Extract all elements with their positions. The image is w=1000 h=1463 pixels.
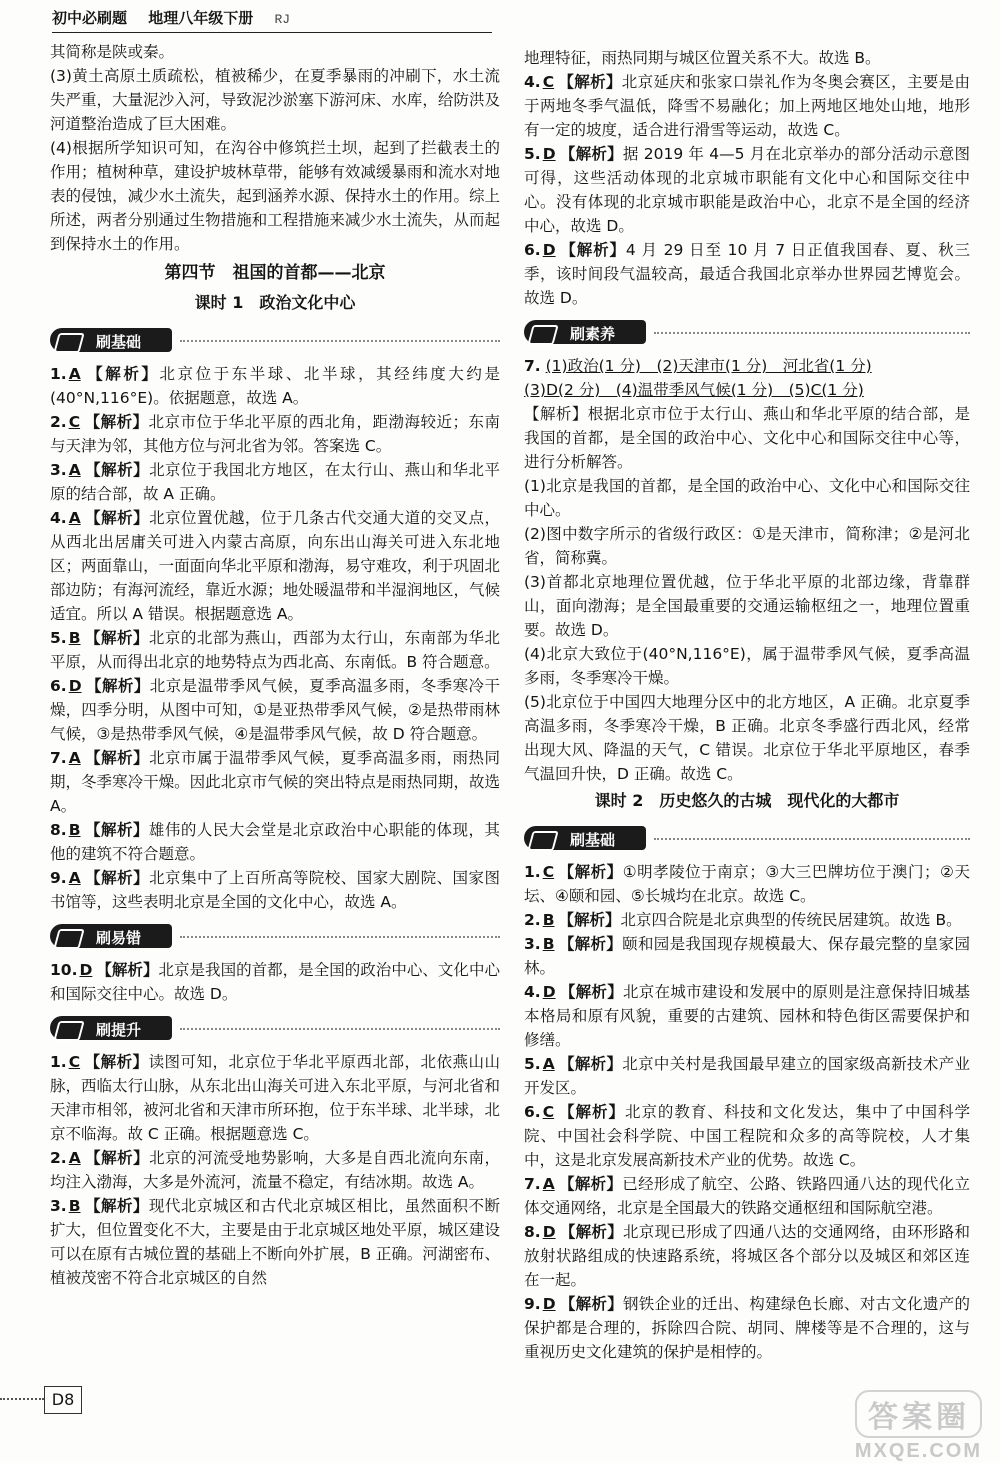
intro-paragraph: 其简称是陕或秦。 [50,43,175,61]
analysis-text: 4 月 29 日至 10 月 7 日正值我国春、夏、秋三季，该时间段气温较高，最适合我国北京举办世界园艺博览会。故选 D。 [524,241,970,307]
question-item [50,1146,500,1194]
question-number: 8. [524,1223,541,1241]
analysis-text: 北京中关村是我国最早建立的国家级高新技术产业开发区。 [524,1055,970,1097]
analysis-tag: 【解析】 [84,509,150,527]
question-number: 7. [50,749,67,767]
question-number: 1. [50,1053,67,1071]
book-subject: 地理八年级下册 [148,9,254,27]
banner-label: 刷易错 [96,929,142,947]
analysis-text: 钢铁企业的迁出、构建绿色长廊、对古文化遗产的保护都是合理的，拆除四合院、胡同、牌楼等是不合理的，这与重视历史文化建筑的保护是相悖的。 [524,1295,970,1361]
analysis-tag: 【解析】 [84,629,149,647]
analysis-text: 北京的北部为燕山，西部为太行山，东南部为华北平原，从而得出北京的地势特点为西北高、东南低。B 符合题意。 [50,629,500,671]
banner-badge [524,826,646,850]
dotted-divider [180,340,500,342]
question-item [524,70,970,142]
q7-analysis: (5)北京位于中国四大地理分区中的北方地区，A 正确。北京夏季高温多雨，冬季寒冷干燥，B 正确。北京冬季盛行西北风，经常出现大风、降温的天气，C 错误。北京位于华北平原地区，春季气温回升快，D 正确。故选 C。 [524,693,970,783]
answer-letter: B [68,1197,81,1215]
question-list-advance-cont [524,70,970,310]
question-number: 7. [524,357,541,375]
banner-badge [524,320,646,344]
section-banner-basic [524,824,970,854]
analysis-tag: 【解析】 [558,1175,623,1193]
watermark-url: MXQE.COM [854,1440,982,1462]
analysis-tag: 【解析】 [96,961,159,979]
question-item [524,1172,970,1220]
analysis-tag: 【解析】 [84,1197,149,1215]
question-number: 5. [50,629,67,647]
analysis-text: 北京是我国的首都，是全国的政治中心、文化中心和国际交往中心。故选 D。 [50,961,500,1003]
question-number: 2. [50,413,67,431]
analysis-tag: 【解析】 [84,461,150,479]
answer-letter: C [542,73,555,91]
question-item [50,626,500,674]
q7-analysis: (3)首都北京地理位置优越，位于华北平原的北部边缘，背靠群山，面向渤海；是全国最重要的交通运输枢纽之一，地理位置重要。故选 D。 [524,573,970,639]
q7-answers-line2 [524,378,970,402]
analysis-text: 北京的教育、科技和文化发达，集中了中国科学院、中国社会科学院、中国工程院和众多的高等院校，人才集中，这是北京发展高新技术产业的优势。故选 C。 [524,1103,970,1169]
question-number: 2. [50,1149,67,1167]
answer-letter: C [542,863,555,881]
left-column [50,40,500,1290]
analysis-tag: 【解析】 [84,821,149,839]
banner-badge [50,1016,172,1040]
question-number: 2. [524,911,541,929]
question-number: 4. [524,73,541,91]
analysis-text: 北京市属于温带季风气候，夏季高温多雨，雨热同期，冬季寒冷干燥。因此北京市气候的突出特点是雨热同期，故选 A。 [50,749,500,815]
section-banner-error [50,922,500,952]
banner-badge [50,924,172,948]
question-number: 1. [524,863,541,881]
intro-paragraph: (4)根据所学知识可知，在沟谷中修筑拦土坝，起到了拦截表土的作用；植树种草，建设护坡林草带，能够有效减缓暴雨和流水对地表的侵蚀，减少水土流失，起到涵养水源、保持水土的作用。综上所述，两者分别通过生物措施和工程措施来减少水土流失，从而起到保持水土的作用。 [50,139,500,253]
analysis-tag: 【解析】 [558,863,623,881]
analysis-text: ①明孝陵位于南京；③大三巴牌坊位于澳门；②天坛、④颐和园、⑤长城均在北京。故选 C。 [524,863,970,905]
answer-letter: A [542,1055,555,1073]
answer-letter: B [542,911,555,929]
question-number: 3. [524,935,541,953]
answer-letter: A [68,749,81,767]
answer-letter: D [542,983,556,1001]
answer-letter: A [542,1175,555,1193]
question-number: 3. [50,461,67,479]
intro-paragraph: (3)黄土高原土质疏松，植被稀少，在夏季暴雨的冲刷下，水土流失严重，大量泥沙入河，导致泥沙淤塞下游河床、水库，给防洪及河道整治造成了巨大困难。 [50,67,500,133]
analysis-tag: 【解析】 [558,1103,625,1121]
analysis-text: 北京集中了上百所高等院校、国家大剧院、国家图书馆等，这些表明北京是全国的文化中心，故选 A。 [50,869,500,911]
question-item [524,932,970,980]
question-item [50,458,500,506]
banner-label: 刷基础 [570,831,616,849]
question-item [524,1100,970,1172]
analysis-tag: 【解析】 [558,73,622,91]
analysis-tag: 【解析】 [558,935,623,953]
analysis-tag: 【解析】 [84,1149,150,1167]
dotted-divider [180,1028,500,1030]
book-icon [527,831,558,851]
question-item [50,362,500,410]
q7-analysis: 【解析】根据北京市位于太行山、燕山和华北平原的结合部，是我国的首都，是全国的政治中心、文化中心和国际交往中心等，进行分析解答。 [524,405,970,471]
book-series: 初中必刷题 [52,9,128,27]
question-list-basic-2 [524,860,970,1364]
question-item [50,1050,500,1146]
dotted-divider [654,332,970,334]
question-item [50,674,500,746]
question-item [524,142,970,238]
question-number: 8. [50,821,67,839]
question-number: 9. [524,1295,541,1313]
question-list-basic [50,362,500,914]
answer-letter: D [79,961,93,979]
analysis-text: 北京位于东半球、北半球，其经纬度大约是(40°N,116°E)。依据题意，故选 A。 [50,365,500,407]
page-header [52,6,492,33]
question-item [50,818,500,866]
lesson-title: 课时 1 政治文化中心 [194,293,356,312]
answer-letter: C [542,1103,555,1121]
analysis-text: 据 2019 年 4—5 月在北京举办的部分活动示意图可得，这些活动体现的北京城市职能有文化中心和国际交往中心。没有体现的北京城市职能是政治中心，北京不是全国的经济中心，故选 D。 [524,145,970,235]
question-item [524,238,970,310]
question-item [524,1052,970,1100]
analysis-text: 北京延庆和张家口崇礼作为冬奥会赛区，主要是由于两地冬季气温低，降雪不易融化；加上两地区地处山地，地形有一定的坡度，适合进行滑雪等运动，故选 C。 [524,73,970,139]
analysis-text: 北京位置优越，位于几条古代交通大道的交叉点，从西北出居庸关可进入内蒙古高原，向东出山海关可进入东北地区；两面靠山，一面面向华北平原和渤海，易守难攻，利于巩固北部边防；有海河流经，靠近水源；地处暖温带和半湿润地区，气候适宜。所以 A 错误。根据题意选 A。 [50,509,500,623]
analysis-tag: 【解析】 [84,365,160,383]
page-number-leader [0,1398,44,1400]
section-banner-literacy [524,318,970,348]
question-number: 4. [524,983,541,1001]
answer-letter: D [68,677,82,695]
analysis-tag: 【解析】 [559,241,626,259]
book-icon [53,1021,84,1041]
book-icon [53,333,84,353]
question-item [524,860,970,908]
banner-label: 刷素养 [570,325,616,343]
banner-badge [50,328,172,352]
question-list-error [50,958,500,1006]
question-number: 10. [50,961,78,979]
analysis-tag: 【解析】 [559,145,623,163]
analysis-text: 现代北京城区和古代北京城区相比，虽然面积不断扩大，但位置变化不大，主要是由于北京城区地处平原，城区建设可以在原有古城位置的基础上不断向外扩展，B 正确。河湖密布、植被茂密不符合北京城区的自然 [50,1197,500,1287]
answer-line: (1)政治(1 分) (2)天津市(1 分) 河北省(1 分) [545,357,872,375]
question-number: 3. [50,1197,67,1215]
section-banner-basic [50,326,500,356]
book-icon [527,325,558,345]
question-item [524,1292,970,1364]
analysis-tag: 【解析】 [559,983,623,1001]
section-title: 第四节 祖国的首都——北京 [164,263,386,283]
analysis-tag: 【解析】 [558,1055,623,1073]
question-number: 7. [524,1175,541,1193]
question-number: 5. [524,145,541,163]
answer-letter: B [542,935,555,953]
analysis-tag: 【解析】 [84,869,150,887]
analysis-tag: 【解析】 [558,911,621,929]
q7-answers-line1 [524,354,970,378]
book-edition: RJ [274,12,291,27]
question-item [524,1220,970,1292]
answer-letter: A [68,365,81,383]
book-icon [53,929,84,949]
q7-analysis: (4)北京大致位于(40°N,116°E)，属于温带季风气候，夏季高温多雨，冬季寒冷干燥。 [524,645,970,687]
continued-paragraph: 地理特征，雨热同期与城区位置关系不大。故选 B。 [524,49,881,67]
analysis-text: 北京位于我国北方地区，在太行山、燕山和华北平原的结合部，故 A 正确。 [50,461,500,503]
banner-label: 刷提升 [96,1021,142,1039]
analysis-text: 北京四合院是北京典型的传统民居建筑。故选 B。 [620,911,962,929]
question-number: 1. [50,365,67,383]
analysis-text: 已经形成了航空、公路、铁路四通八达的现代化立体交通网络，北京是全国最大的铁路交通枢纽和国际航空港。 [524,1175,970,1217]
analysis-tag: 【解析】 [84,749,150,767]
banner-label: 刷基础 [96,333,142,351]
question-number: 6. [524,1103,541,1121]
question-item [50,866,500,914]
watermark-text: 答案圈 [855,1390,982,1438]
answer-letter: D [542,1295,556,1313]
question-number: 9. [50,869,67,887]
question-7 [524,354,970,786]
analysis-tag: 【解析】 [84,413,149,431]
answer-letter: C [68,1053,81,1071]
question-item [50,506,500,626]
q7-analysis: (1)北京是我国的首都，是全国的政治中心、文化中心和国际交往中心。 [524,477,970,519]
q7-analysis: (2)图中数字所示的省级行政区：①是天津市，简称津；②是河北省，简称冀。 [524,525,970,567]
dotted-divider [654,838,970,840]
question-item [50,1194,500,1290]
section-banner-advance [50,1014,500,1044]
answer-letter: A [68,869,81,887]
answer-letter: B [68,629,81,647]
analysis-tag: 【解析】 [559,1295,623,1313]
answer-letter: B [68,821,81,839]
question-item [50,410,500,458]
answer-letter: D [542,145,556,163]
question-item [524,980,970,1052]
dotted-divider [180,936,500,938]
watermark-logo [855,1390,982,1463]
analysis-text: 颐和园是我国现存规模最大、保存最完整的皇家园林。 [524,935,970,977]
answer-letter: A [68,1149,81,1167]
analysis-text: 读图可知，北京位于华北平原西北部，北依燕山山脉，西临太行山脉，从东北出山海关可进入东北平原，与河北省和天津市相邻，被河北省和天津市所环抱，位于东半球、北半球，北京不临海。故 C 正确。根据题意选 C。 [50,1053,500,1143]
analysis-tag: 【解析】 [85,677,150,695]
analysis-tag: 【解析】 [84,1053,149,1071]
question-number: 5. [524,1055,541,1073]
analysis-tag: 【解析】 [559,1223,623,1241]
page-number: D8 [44,1386,82,1414]
analysis-text: 北京的河流受地势影响，大多是自西北流向东南，均注入渤海，大多是外流河，流量不稳定，有结冰期。故选 A。 [50,1149,500,1191]
answer-letter: C [68,413,81,431]
question-item [50,746,500,818]
answer-letter: A [68,461,81,479]
question-number: 4. [50,509,67,527]
answer-line: (3)D(2 分) (4)温带季风气候(1 分) (5)C(1 分) [524,381,864,399]
question-list-advance [50,1050,500,1290]
answer-letter: D [542,1223,556,1241]
question-number: 6. [524,241,541,259]
question-item [524,908,970,932]
analysis-text: 雄伟的人民大会堂是北京政治中心职能的体现，其他的建筑不符合题意。 [50,821,500,863]
analysis-text: 北京是温带季风气候，夏季高温多雨，冬季寒冷干燥，四季分明，从图中可知，①是亚热带季风气候，②是热带雨林气候，③是热带季风气候，④是温带季风气候，故 D 符合题意。 [50,677,500,743]
analysis-text: 北京市位于华北平原的西北角，距渤海较近；东南与天津为邻，其他方位与河北省为邻。答案选 C。 [50,413,500,455]
question-number: 6. [50,677,67,695]
answer-letter: A [68,509,81,527]
right-column [524,46,970,1364]
lesson-title: 课时 2 历史悠久的古城 现代化的大都市 [594,791,900,810]
analysis-text: 北京在城市建设和发展中的原则是注意保持旧城基本格局和原有风貌，重要的古建筑、园林和特色街区需要保护和修缮。 [524,983,970,1049]
question-item [50,958,500,1006]
analysis-text: 北京现已形成了四通八达的交通网络，由环形路和放射状路组成的快速路系统，将城区各个部分以及城区和郊区连在一起。 [524,1223,970,1289]
answer-letter: D [542,241,556,259]
